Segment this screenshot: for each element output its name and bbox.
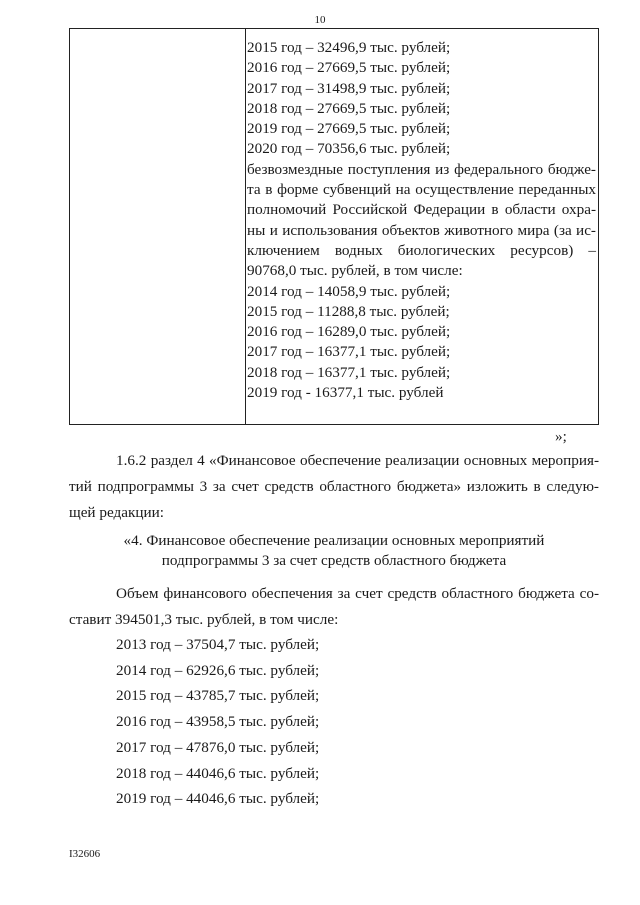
volume-paragraph — [69, 581, 599, 633]
table-line: 2017 год – 31498,9 тыс. рублей; — [247, 79, 451, 97]
federal-text-line: та в форме субвенций на осуществление переданных — [247, 181, 596, 199]
year-line: 2017 год – 47876,0 тыс. рублей; — [116, 738, 320, 756]
page-number: 10 — [314, 14, 326, 26]
federal-text-line: полномочий Российской Федерации в области охра- — [247, 201, 596, 219]
year-line: 2013 год – 37504,7 тыс. рублей; — [116, 636, 320, 653]
table-line: 2020 год – 70356,6 тыс. рублей; — [247, 140, 451, 158]
volume-line: ставит 394501,3 тыс. рублей, в том числе: — [69, 611, 339, 628]
year-list — [116, 632, 319, 812]
table-line: 2018 год – 16377,1 тыс. рублей; — [247, 363, 451, 381]
year-line: 2019 год – 44046,6 тыс. рублей; — [116, 790, 320, 808]
section-heading-line: подпрограммы 3 за счет средств областного бюджета — [161, 552, 507, 569]
year-line: 2018 год – 44046,6 тыс. рублей; — [116, 764, 320, 782]
federal-text-line: ключением водных биологических ресурсов) – — [247, 241, 596, 259]
section-intro-line: тий подпрограммы 3 за счет средств областного бюджета» изложить в следую- — [69, 478, 599, 495]
federal-text-line: 90768,0 тыс. рублей, в том числе: — [247, 262, 463, 280]
table-line: 2016 год – 27669,5 тыс. рублей; — [247, 59, 451, 77]
table-line: 2016 год – 16289,0 тыс. рублей; — [247, 323, 451, 341]
table-column-divider — [245, 29, 246, 424]
year-line: 2015 год – 43785,7 тыс. рублей; — [116, 687, 320, 705]
federal-text-line: ны и использования объектов животного мира (за ис- — [247, 221, 596, 239]
section-intro-line: 1.6.2 раздел 4 «Финансовое обеспечение реализации основных мероприя- — [116, 452, 599, 469]
document-code: I32606 — [69, 848, 101, 860]
table-line: 2014 год – 14058,9 тыс. рублей; — [247, 282, 451, 300]
table-line: 2017 год – 16377,1 тыс. рублей; — [247, 343, 451, 361]
funding-table — [69, 28, 599, 425]
federal-text-line: безвозмездные поступления из федерального бюдже- — [247, 160, 596, 178]
table-line: 2018 год – 27669,5 тыс. рублей; — [247, 99, 451, 117]
year-line: 2016 год – 43958,5 тыс. рублей; — [116, 713, 320, 731]
year-line: 2014 год – 62926,6 тыс. рублей; — [116, 661, 320, 679]
table-line: 2019 год – 27669,5 тыс. рублей; — [247, 120, 451, 138]
section-intro-line: щей редакции: — [69, 504, 164, 521]
section-heading-line: «4. Финансовое обеспечение реализации основных мероприятий — [123, 532, 545, 549]
section-heading — [69, 531, 599, 571]
section-intro — [69, 448, 599, 526]
table-line: 2015 год – 11288,8 тыс. рублей; — [247, 302, 450, 320]
table-line: 2019 год - 16377,1 тыс. рублей — [247, 384, 444, 402]
volume-line: Объем финансового обеспечения за счет средств областного бюджета со- — [116, 585, 599, 602]
table-right-cell — [247, 38, 596, 403]
table-line: 2015 год – 32496,9 тыс. рублей; — [247, 39, 451, 56]
closing-quote: »; — [555, 428, 567, 445]
